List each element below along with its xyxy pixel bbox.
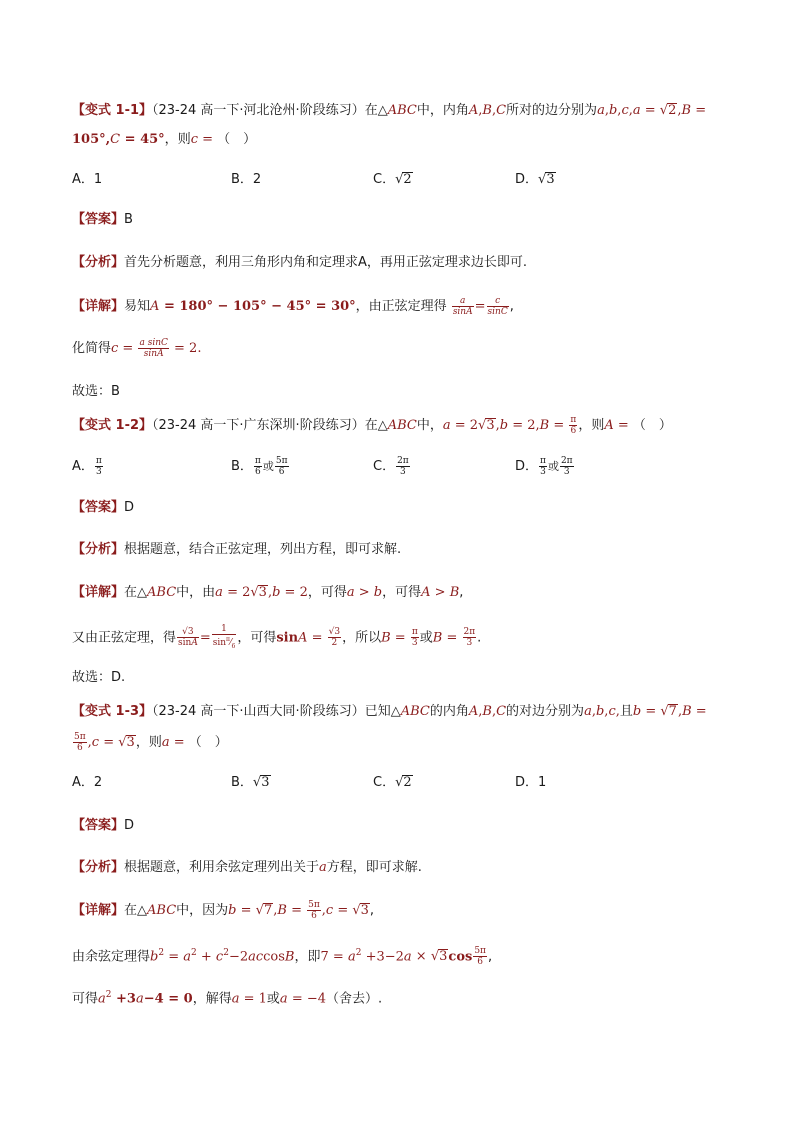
v11-analysis: 【分析】首先分析题意，利用三角形内角和定理求A，再用正弦定理求边长即可.: [72, 255, 528, 270]
v12-label: 【变式 1-2】: [72, 418, 153, 433]
v13-option-b: B．√3: [231, 775, 270, 790]
v13-question-line1: 【变式 1-3】（23-24 高一下·山西大同·阶段练习）已知△ABC的内角A,B,C的对边分别为a,b,c,且b = √7,B =: [72, 704, 707, 719]
v11-option-b: B．2: [231, 172, 262, 187]
v13-answer: 【答案】D: [72, 818, 135, 833]
v11-label: 【变式 1-1】: [72, 103, 153, 118]
v11-question-line1: 【变式 1-1】（23-24 高一下·河北沧州·阶段练习）在△ABC中，内角A,B,C所对的边分别为a,b,c,a = √2,B =: [72, 103, 707, 118]
v12-option-a: A． $\frac{\pi}{3}$: [72, 456, 102, 477]
v12-question: 【变式 1-2】（23-24 高一下·广东深圳·阶段练习）在△ABC中，a = 2√3,b = 2,B = $\frac{\pi}{6}$ ，则A = （ ）: [72, 415, 672, 436]
v12-option-b: B． $\frac{\pi}{6}$ 或 $\frac{5\pi}{6}$: [231, 456, 288, 477]
v11-detail-line2: 化简得c = $\frac{\text{a sinC}}{\sin A}$ = 2.: [72, 338, 202, 359]
v12-detail-line2: 又由正弦定理，得 $\frac{√3}{\sin A}$ = $\frac{1}{\sin^\pi⁄_6}$ ，可得sinA = $\frac{√3}{2}$ ，所以B = $\frac{\pi}{3}$ 或B = $\frac{2\pi}{3}$ .: [72, 624, 482, 650]
v11-answer: 【答案】B: [72, 212, 133, 227]
v12-answer: 【答案】D: [72, 500, 135, 515]
v12-option-d: D． $\frac{\pi}{3}$ 或 $\frac{2\pi}{3}$: [515, 456, 573, 477]
v12-analysis: 【分析】根据题意，结合正弦定理，列出方程，即可求解.: [72, 542, 402, 557]
v13-detail-line1: 【详解】在△ABC中，因为b = √7,B = $\frac{5\pi}{6}$ ,c = √3,: [72, 900, 375, 921]
v13-option-a: A．2: [72, 775, 103, 790]
v12-final: 故选：D.: [72, 670, 126, 685]
v13-option-c: C．√2: [373, 775, 412, 790]
v11-option-c: C．√2: [373, 172, 412, 187]
v11-question-line2: 105°,C = 45°，则c = （ ）: [72, 132, 257, 147]
v13-label: 【变式 1-3】: [72, 704, 153, 719]
v13-detail-line3: 可得$a^2 +3a-4 = 0$，解得a = 1或a = −4（舍去）.: [72, 990, 383, 1007]
v13-option-d: D．1: [515, 775, 547, 790]
v11-detail-line1: 【详解】易知A = 180° − 105° − 45° = 30°，由正弦定理得 $\frac{a}{\sin A}$ = $\frac{c}{\sin C}$ ,: [72, 296, 514, 317]
v13-detail-line2: 由余弦定理得$b^2 = a^2 + c^2-2accosB$，即$7 = a^2 +3-2a \times √3\cos$ $\frac{5\pi}{6}$ ,: [72, 946, 493, 968]
v12-option-c: C． $\frac{2\pi}{3}$: [373, 456, 409, 477]
v11-option-a: A．1: [72, 172, 103, 187]
v13-analysis: 【分析】根据题意，利用余弦定理列出关于a方程，即可求解.: [72, 860, 422, 875]
v12-detail-line1: 【详解】在△ABC中，由a = 2√3,b = 2，可得a > b，可得A > B,: [72, 585, 464, 600]
v13-question-line2: $\frac{5\pi}{6}$ ,c = √3，则a = （ ）: [74, 732, 228, 753]
v11-final: 故选：B: [72, 384, 120, 399]
v11-option-d: D．√3: [515, 172, 555, 187]
